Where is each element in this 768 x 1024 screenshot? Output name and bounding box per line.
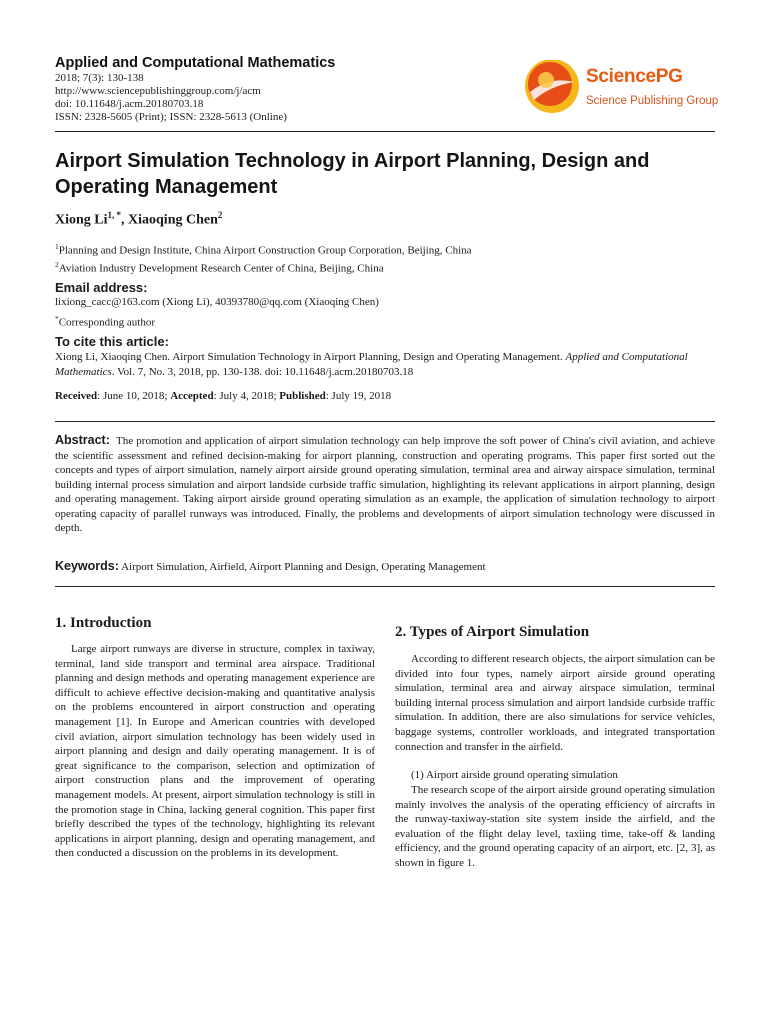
keywords	[55, 559, 715, 573]
received-label: Received	[55, 390, 98, 402]
section-heading: 1. Introduction	[55, 615, 152, 631]
publisher-logo-tagline: Science Publishing Group	[586, 95, 719, 107]
corresponding-mark: *	[55, 314, 59, 323]
author-name: Xiaoqing Chen	[128, 212, 218, 228]
accepted-date: : July 4, 2018;	[213, 390, 280, 402]
keywords-label: Keywords:	[55, 559, 119, 573]
email-addresses[interactable]: lixiong_cacc@163.com (Xiong Li), 40393780@qq.com (Xiaoqing Chen)	[55, 296, 379, 308]
email-heading: Email address:	[55, 280, 148, 295]
published-date: : July 19, 2018	[325, 390, 392, 402]
corresponding-author-note	[55, 312, 155, 330]
affiliation-text: Aviation Industry Development Research Center of China, Beijing, China	[58, 262, 384, 275]
journal-url[interactable]: http://www.sciencepublishinggroup.com/j/acm	[55, 85, 261, 97]
affiliation	[55, 240, 472, 258]
author-name: Xiong Li	[55, 212, 108, 228]
abstract-label: Abstract:	[55, 433, 110, 447]
affiliation-text: Planning and Design Institute, China Airport Construction Group Corporation, Beijing, China	[58, 244, 472, 257]
author-affiliation-mark: 2	[217, 210, 223, 220]
journal-issue: 2018; 7(3): 130-138	[55, 72, 144, 84]
accepted-label: Accepted	[170, 390, 214, 402]
citation-details: . Vol. 7, No. 3, 2018, pp. 130-138. doi: 10.11648/j.acm.20180703.18	[111, 366, 414, 378]
section-paragraph: According to different research objects, the airport simulation can be divided into four types, namely airport airside ground operating simulation, terminal area and airway airspace simulation, terminal building internal process simulation and airport landside curbside traffic simulation. In addition, there are also simulations for service vehicles, baggage systems, controller workloads, and integrated transportation connection and transfer in the airfield.	[395, 653, 715, 753]
received-date: : June 10, 2018;	[97, 390, 171, 402]
citation-journal: Applied and Computational Mathematics	[55, 351, 688, 378]
affiliation-mark: 2	[55, 260, 59, 269]
section-paragraph: The research scope of the airport airside ground operating simulation mainly involves the analysis of the operating efficiency of aircrafts in the runway-taxiway-station site system inside the airfield, and the evaluation of the flight delay level, taxiing time, take-off & landing efficiency, and the ground operating capacity of an airport, etc. [2, 3], as shown in figure 1.	[395, 784, 715, 869]
abstract-divider	[55, 421, 715, 422]
subsection-heading: (1) Airport airside ground operating simulation	[411, 769, 618, 781]
affiliation-mark: 1	[55, 242, 59, 251]
corresponding-text: Corresponding author	[58, 316, 155, 329]
abstract	[55, 433, 715, 536]
citation-main: Xiong Li, Xiaoqing Chen. Airport Simulation Technology in Airport Planning, Design and Operating Management.	[55, 351, 566, 363]
keywords-text: Airport Simulation, Airfield, Airport Planning and Design, Operating Management	[121, 561, 486, 573]
header-divider	[55, 131, 715, 132]
published-label: Published	[279, 390, 326, 402]
cite-heading: To cite this article:	[55, 334, 169, 349]
publication-dates	[55, 390, 391, 402]
author-list	[55, 210, 222, 229]
journal-doi: doi: 10.11648/j.acm.20180703.18	[55, 98, 204, 110]
citation-text	[55, 350, 715, 380]
publisher-logo-name: SciencePG	[586, 66, 683, 87]
journal-name: Applied and Computational Mathematics	[55, 55, 336, 71]
body-divider	[55, 586, 715, 587]
affiliation	[55, 258, 384, 276]
abstract-text: The promotion and application of airport simulation technology can help improve the soft power of China's civil aviation, and achieve the scientific assessment and refined decision-making for airport planning, construction and operating programs. This paper first sorted out the concepts and types of airport simulation, namely airport airside ground operating simulation, terminal area and airway airspace simulation, terminal building internal process simulation and airport landside curbside traffic simulation, highlighting its relevant applications in airport planning, design and operating management. Taking airport airside ground operating simulation as an example, the application of simulation technology to airport operating capacity of parallel runways was introduced. Finally, the problems and developments of airport simulation technology were discussed in depth.	[55, 435, 715, 534]
author-separator: ,	[121, 212, 129, 228]
paper-title: Airport Simulation Technology in Airport Planning, Design and Operating Management	[55, 150, 650, 198]
section-heading: 2. Types of Airport Simulation	[395, 624, 590, 640]
journal-issn: ISSN: 2328-5605 (Print); ISSN: 2328-5613 (Online)	[55, 111, 287, 123]
section-body: Large airport runways are diverse in structure, complex in taxiway, terminal, land side transport and terminal area airspace. Traditional planning and design methods and operating management experience are difficult to achieve effective decision-making and quantitative analysis on the problems encountered in airport construction and operating management [1]. In Europe and American countries with developed civil aviation, airport simulation technology has been widely used in airport planning and design and daily operating management. It is of great significance to the comparison, selection and optimization of airport construction plans and the improvement of operating management models. At present, airport simulation technology is still in the promotion stage in China, lacking general cognition. This paper first briefly described the types of the technology, highlighting its relevant applications in airport planning, design and operating management, and then conducted a discussion on the problems in its development.	[55, 643, 375, 860]
author-affiliation-mark: 1, *	[107, 210, 122, 220]
